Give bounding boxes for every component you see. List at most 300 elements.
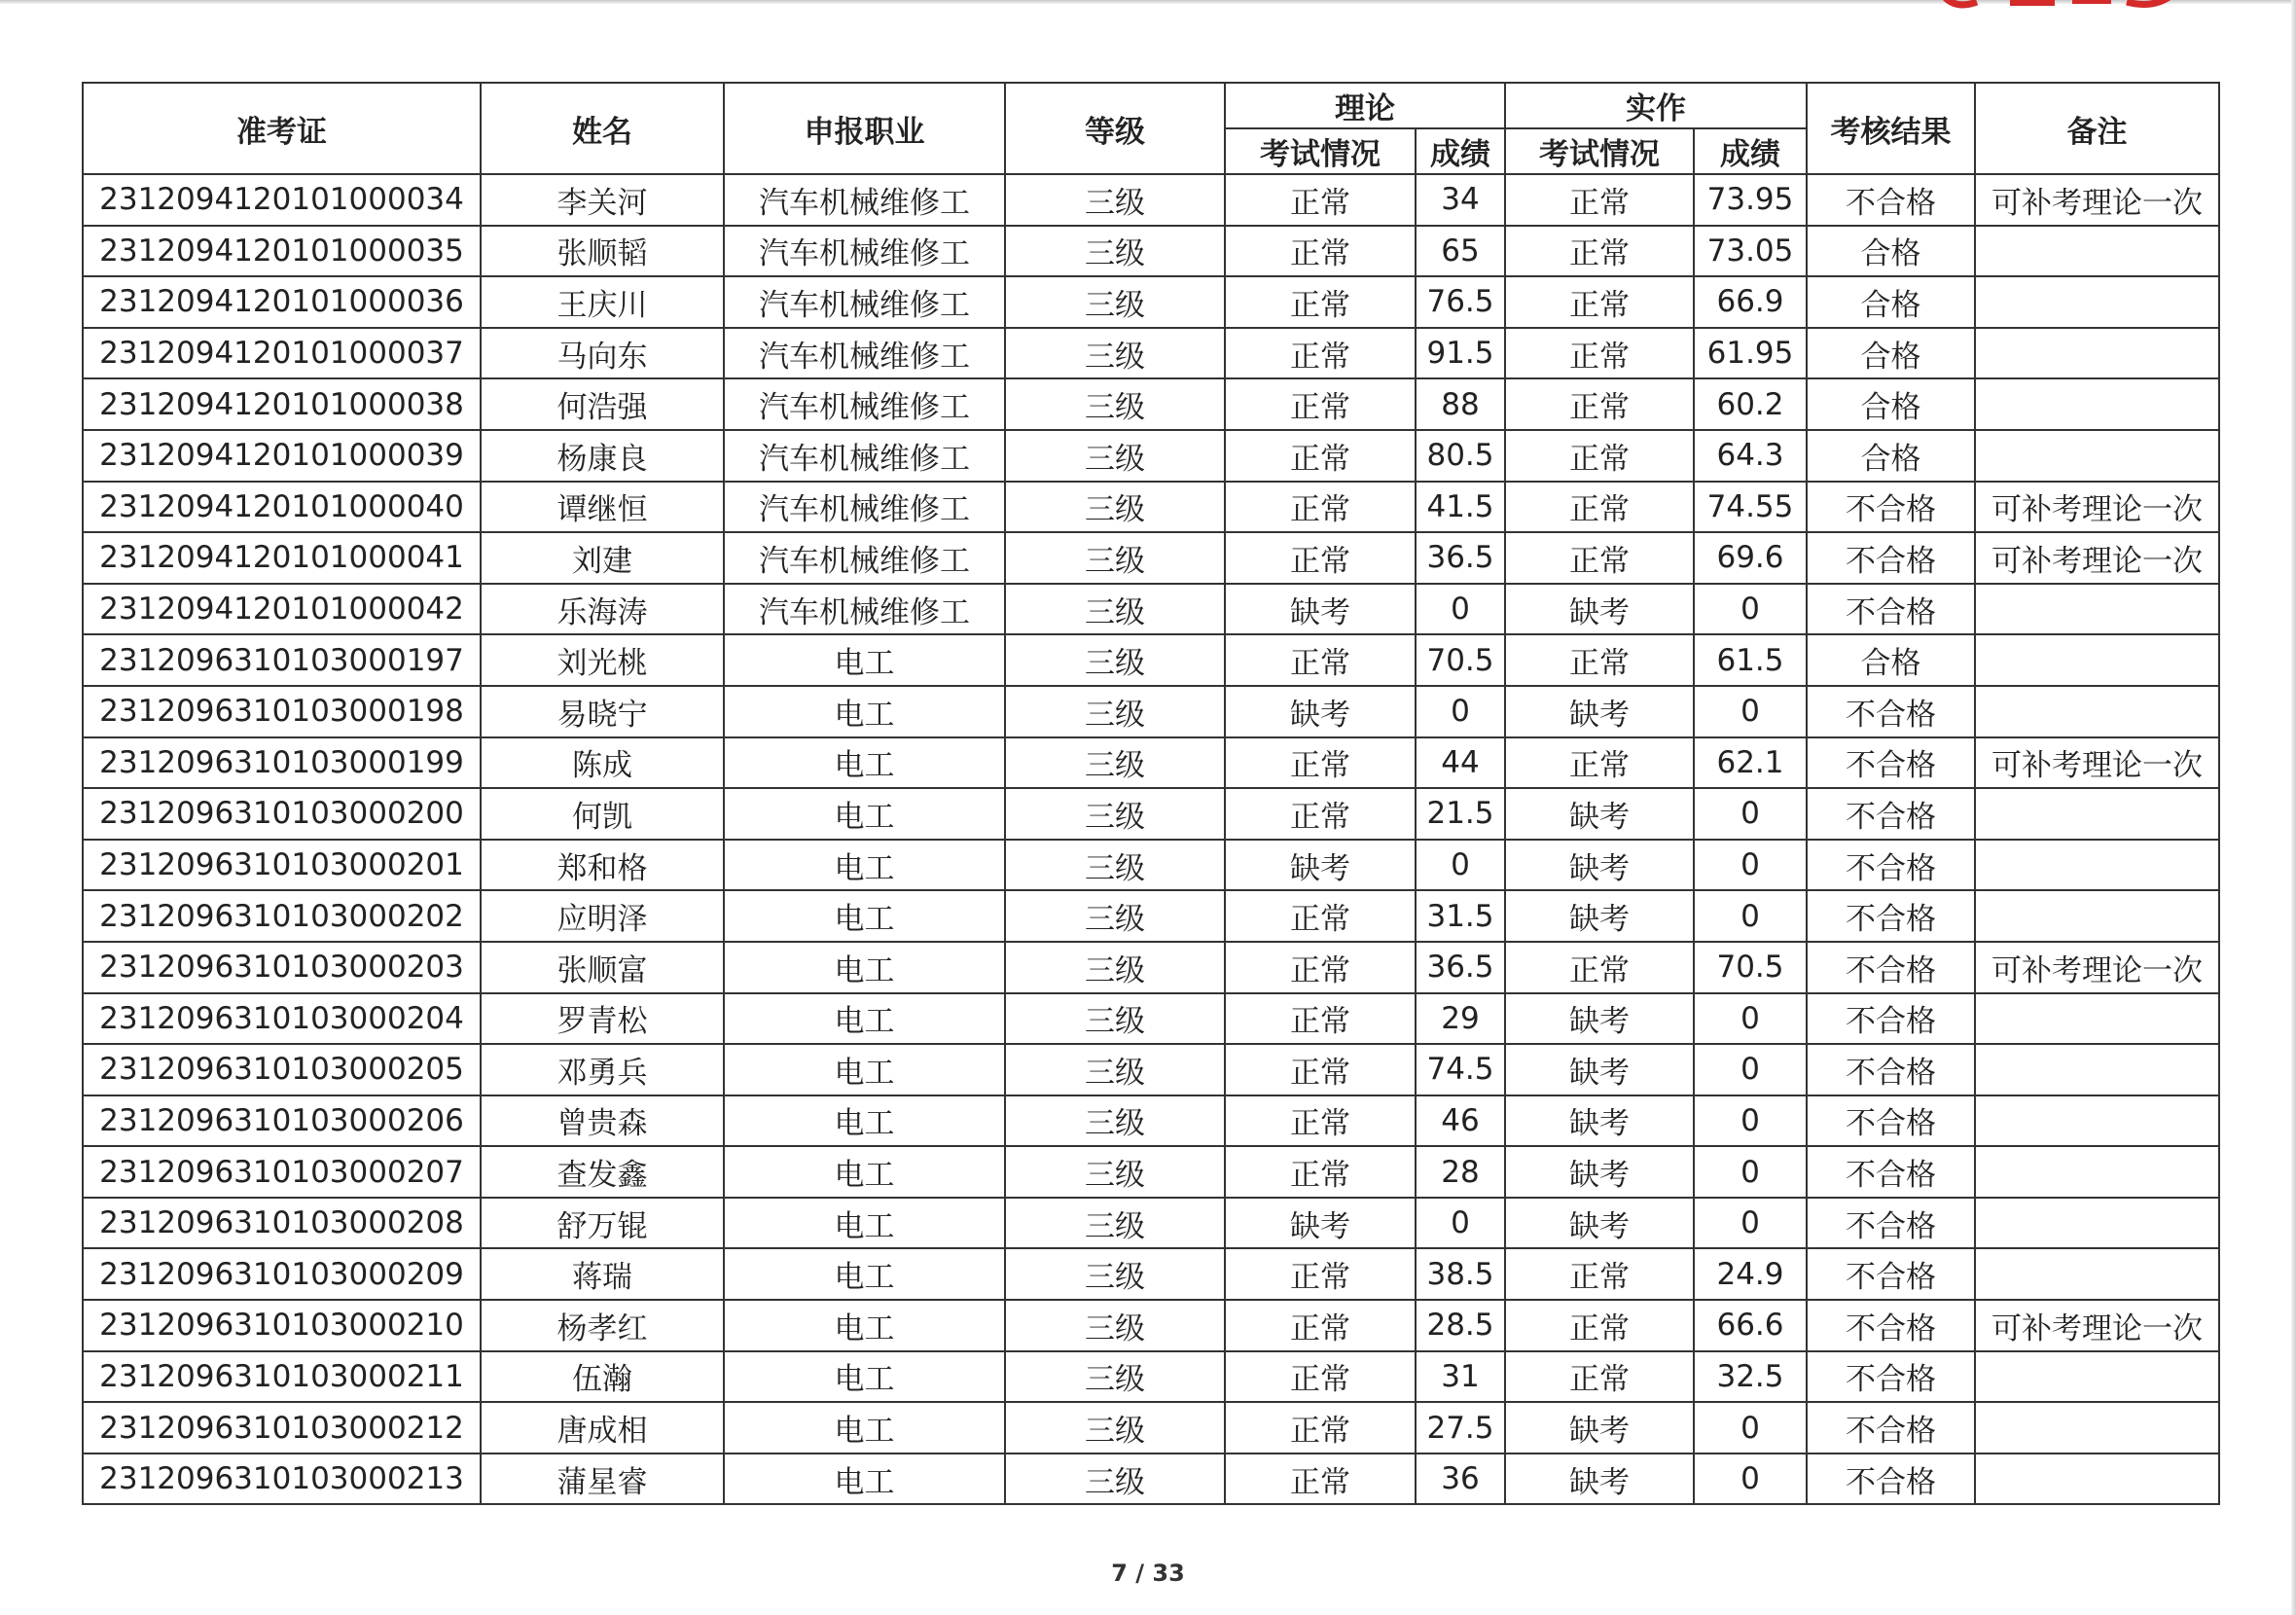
practical-status-cell: 正常 [1505,430,1694,482]
result-cell: 合格 [1807,430,1975,482]
practical-score-cell: 73.95 [1694,174,1807,226]
practical-score-cell: 66.9 [1694,276,1807,328]
practical-score-cell: 0 [1694,1198,1807,1249]
level-cell: 三级 [1005,942,1225,993]
ticket-cell: 2312096310103000208 [83,1198,481,1249]
occupation-cell: 汽车机械维修工 [724,328,1005,379]
level-cell: 三级 [1005,1146,1225,1198]
header-practical-status: 考试情况 [1505,128,1694,174]
table-row [83,942,2219,993]
result-cell: 不合格 [1807,890,1975,942]
remark-cell [1975,1351,2219,1403]
table-row [83,1146,2219,1198]
practical-score-cell: 32.5 [1694,1351,1807,1403]
table-row [83,1300,2219,1351]
table-row [83,1351,2219,1403]
ticket-cell: 2312096310103000201 [83,840,481,891]
level-cell: 三级 [1005,226,1225,277]
practical-score-cell: 0 [1694,788,1807,840]
name-cell: 蒲星睿 [481,1454,724,1505]
name-cell: 应明泽 [481,890,724,942]
level-cell: 三级 [1005,1095,1225,1147]
occupation-cell: 电工 [724,1402,1005,1454]
theory-status-cell: 正常 [1225,1454,1416,1505]
ticket-cell: 2312094120101000036 [83,276,481,328]
name-cell: 易晓宁 [481,686,724,737]
table-row [83,993,2219,1045]
level-cell: 三级 [1005,430,1225,482]
theory-score-cell: 29 [1416,993,1505,1045]
practical-score-cell: 0 [1694,686,1807,737]
remark-cell [1975,890,2219,942]
header-theory-status: 考试情况 [1225,128,1416,174]
practical-status-cell: 正常 [1505,1300,1694,1351]
result-cell: 不合格 [1807,840,1975,891]
theory-status-cell: 正常 [1225,634,1416,686]
practical-score-cell: 0 [1694,1402,1807,1454]
table-row [83,276,2219,328]
occupation-cell: 电工 [724,1095,1005,1147]
name-cell: 唐成相 [481,1402,724,1454]
level-cell: 三级 [1005,1300,1225,1351]
table-row [83,686,2219,737]
remark-cell [1975,1095,2219,1147]
practical-status-cell: 正常 [1505,174,1694,226]
practical-score-cell: 61.95 [1694,328,1807,379]
result-cell: 不合格 [1807,1351,1975,1403]
practical-score-cell: 0 [1694,1454,1807,1505]
table-row [83,430,2219,482]
theory-status-cell: 正常 [1225,1095,1416,1147]
result-cell: 不合格 [1807,686,1975,737]
name-cell: 杨康良 [481,430,724,482]
ticket-cell: 2312094120101000042 [83,584,481,635]
remark-cell: 可补考理论一次 [1975,1300,2219,1351]
theory-status-cell: 正常 [1225,1402,1416,1454]
header-level: 等级 [1005,83,1225,174]
result-cell: 不合格 [1807,942,1975,993]
ticket-cell: 2312096310103000209 [83,1248,481,1300]
ticket-cell: 2312094120101000035 [83,226,481,277]
name-cell: 乐海涛 [481,584,724,635]
result-cell: 不合格 [1807,788,1975,840]
table-row [83,1095,2219,1147]
level-cell: 三级 [1005,1351,1225,1403]
practical-status-cell: 正常 [1505,532,1694,584]
occupation-cell: 电工 [724,993,1005,1045]
practical-score-cell: 64.3 [1694,430,1807,482]
remark-cell: 可补考理论一次 [1975,532,2219,584]
ticket-cell: 2312096310103000197 [83,634,481,686]
header-remark: 备注 [1975,83,2219,174]
theory-score-cell: 31 [1416,1351,1505,1403]
remark-cell [1975,430,2219,482]
occupation-cell: 汽车机械维修工 [724,482,1005,533]
header-result: 考核结果 [1807,83,1975,174]
theory-score-cell: 0 [1416,1198,1505,1249]
result-cell: 合格 [1807,378,1975,430]
table-row [83,1198,2219,1249]
occupation-cell: 电工 [724,737,1005,789]
level-cell: 三级 [1005,890,1225,942]
remark-cell: 可补考理论一次 [1975,482,2219,533]
practical-score-cell: 70.5 [1694,942,1807,993]
theory-status-cell: 正常 [1225,788,1416,840]
result-cell: 合格 [1807,328,1975,379]
practical-status-cell: 缺考 [1505,890,1694,942]
practical-status-cell: 缺考 [1505,1095,1694,1147]
ticket-cell: 2312096310103000203 [83,942,481,993]
header-theory: 理论 [1225,83,1505,128]
remark-cell: 可补考理论一次 [1975,942,2219,993]
ticket-cell: 2312096310103000213 [83,1454,481,1505]
theory-status-cell: 正常 [1225,276,1416,328]
practical-status-cell: 缺考 [1505,1454,1694,1505]
red-seal-fragment [1926,0,2199,12]
practical-score-cell: 73.05 [1694,226,1807,277]
theory-score-cell: 36 [1416,1454,1505,1505]
name-cell: 罗青松 [481,993,724,1045]
theory-status-cell: 正常 [1225,532,1416,584]
remark-cell [1975,993,2219,1045]
level-cell: 三级 [1005,737,1225,789]
ticket-cell: 2312094120101000040 [83,482,481,533]
theory-status-cell: 正常 [1225,890,1416,942]
ticket-cell: 2312096310103000204 [83,993,481,1045]
theory-status-cell: 正常 [1225,1146,1416,1198]
theory-score-cell: 27.5 [1416,1402,1505,1454]
practical-score-cell: 0 [1694,1095,1807,1147]
level-cell: 三级 [1005,328,1225,379]
table-row [83,737,2219,789]
page-number: 7 / 33 [1111,1560,1185,1587]
occupation-cell: 电工 [724,840,1005,891]
header-occupation: 申报职业 [724,83,1005,174]
theory-status-cell: 缺考 [1225,1198,1416,1249]
scan-right-edge [2291,0,2296,1615]
practical-score-cell: 61.5 [1694,634,1807,686]
ticket-cell: 2312094120101000038 [83,378,481,430]
theory-score-cell: 21.5 [1416,788,1505,840]
result-cell: 不合格 [1807,1146,1975,1198]
result-cell: 合格 [1807,634,1975,686]
practical-status-cell: 正常 [1505,328,1694,379]
header-name: 姓名 [481,83,724,174]
remark-cell [1975,840,2219,891]
name-cell: 张顺韬 [481,226,724,277]
name-cell: 何凯 [481,788,724,840]
level-cell: 三级 [1005,1402,1225,1454]
theory-score-cell: 74.5 [1416,1044,1505,1095]
table-row [83,174,2219,226]
level-cell: 三级 [1005,1454,1225,1505]
theory-score-cell: 31.5 [1416,890,1505,942]
theory-score-cell: 28 [1416,1146,1505,1198]
result-cell: 不合格 [1807,1300,1975,1351]
practical-status-cell: 正常 [1505,276,1694,328]
name-cell: 马向东 [481,328,724,379]
level-cell: 三级 [1005,174,1225,226]
remark-cell [1975,328,2219,379]
occupation-cell: 汽车机械维修工 [724,430,1005,482]
theory-score-cell: 88 [1416,378,1505,430]
theory-score-cell: 0 [1416,584,1505,635]
theory-status-cell: 正常 [1225,737,1416,789]
table-row [83,788,2219,840]
remark-cell: 可补考理论一次 [1975,174,2219,226]
occupation-cell: 汽车机械维修工 [724,226,1005,277]
theory-score-cell: 28.5 [1416,1300,1505,1351]
table-row [83,1402,2219,1454]
theory-score-cell: 34 [1416,174,1505,226]
level-cell: 三级 [1005,532,1225,584]
ticket-cell: 2312096310103000211 [83,1351,481,1403]
theory-status-cell: 缺考 [1225,584,1416,635]
level-cell: 三级 [1005,584,1225,635]
theory-status-cell: 正常 [1225,174,1416,226]
practical-score-cell: 0 [1694,993,1807,1045]
practical-score-cell: 69.6 [1694,532,1807,584]
ticket-cell: 2312096310103000205 [83,1044,481,1095]
practical-status-cell: 缺考 [1505,1402,1694,1454]
result-cell: 不合格 [1807,532,1975,584]
practical-score-cell: 66.6 [1694,1300,1807,1351]
practical-status-cell: 缺考 [1505,1146,1694,1198]
theory-status-cell: 缺考 [1225,686,1416,737]
remark-cell [1975,226,2219,277]
result-cell: 不合格 [1807,1198,1975,1249]
practical-status-cell: 正常 [1505,1248,1694,1300]
theory-status-cell: 正常 [1225,226,1416,277]
ticket-cell: 2312096310103000199 [83,737,481,789]
table-row [83,328,2219,379]
occupation-cell: 汽车机械维修工 [724,276,1005,328]
practical-status-cell: 缺考 [1505,993,1694,1045]
table-row [83,226,2219,277]
result-cell: 合格 [1807,226,1975,277]
level-cell: 三级 [1005,686,1225,737]
ticket-cell: 2312096310103000212 [83,1402,481,1454]
name-cell: 张顺富 [481,942,724,993]
ticket-cell: 2312094120101000034 [83,174,481,226]
occupation-cell: 汽车机械维修工 [724,378,1005,430]
occupation-cell: 电工 [724,1300,1005,1351]
header-practical: 实作 [1505,83,1807,128]
occupation-cell: 电工 [724,1351,1005,1403]
occupation-cell: 电工 [724,942,1005,993]
level-cell: 三级 [1005,1044,1225,1095]
name-cell: 伍瀚 [481,1351,724,1403]
ticket-cell: 2312096310103000198 [83,686,481,737]
theory-score-cell: 91.5 [1416,328,1505,379]
practical-status-cell: 缺考 [1505,584,1694,635]
table-body [83,174,2219,1504]
occupation-cell: 电工 [724,1146,1005,1198]
theory-score-cell: 76.5 [1416,276,1505,328]
theory-score-cell: 0 [1416,686,1505,737]
result-cell: 不合格 [1807,174,1975,226]
remark-cell [1975,634,2219,686]
name-cell: 郑和格 [481,840,724,891]
theory-status-cell: 正常 [1225,1351,1416,1403]
practical-status-cell: 缺考 [1505,1198,1694,1249]
theory-score-cell: 36.5 [1416,942,1505,993]
theory-status-cell: 正常 [1225,328,1416,379]
result-cell: 合格 [1807,276,1975,328]
practical-status-cell: 正常 [1505,482,1694,533]
result-cell: 不合格 [1807,482,1975,533]
practical-score-cell: 60.2 [1694,378,1807,430]
level-cell: 三级 [1005,378,1225,430]
practical-status-cell: 缺考 [1505,788,1694,840]
theory-score-cell: 65 [1416,226,1505,277]
level-cell: 三级 [1005,1198,1225,1249]
table-row [83,482,2219,533]
occupation-cell: 电工 [724,1198,1005,1249]
theory-score-cell: 46 [1416,1095,1505,1147]
table-row [83,634,2219,686]
result-cell: 不合格 [1807,993,1975,1045]
theory-score-cell: 80.5 [1416,430,1505,482]
occupation-cell: 电工 [724,1248,1005,1300]
practical-score-cell: 62.1 [1694,737,1807,789]
theory-score-cell: 70.5 [1416,634,1505,686]
name-cell: 查发鑫 [481,1146,724,1198]
name-cell: 曾贵森 [481,1095,724,1147]
ticket-cell: 2312096310103000210 [83,1300,481,1351]
remark-cell [1975,584,2219,635]
remark-cell [1975,1402,2219,1454]
level-cell: 三级 [1005,840,1225,891]
remark-cell [1975,686,2219,737]
practical-status-cell: 正常 [1505,378,1694,430]
result-cell: 不合格 [1807,737,1975,789]
remark-cell [1975,1198,2219,1249]
theory-score-cell: 38.5 [1416,1248,1505,1300]
result-cell: 不合格 [1807,1095,1975,1147]
occupation-cell: 电工 [724,788,1005,840]
table-row [83,1454,2219,1505]
ticket-cell: 2312096310103000202 [83,890,481,942]
name-cell: 李关河 [481,174,724,226]
remark-cell [1975,276,2219,328]
result-cell: 不合格 [1807,1402,1975,1454]
table-row [83,584,2219,635]
theory-status-cell: 正常 [1225,482,1416,533]
practical-score-cell: 0 [1694,584,1807,635]
theory-status-cell: 正常 [1225,942,1416,993]
level-cell: 三级 [1005,276,1225,328]
name-cell: 邓勇兵 [481,1044,724,1095]
theory-score-cell: 0 [1416,840,1505,891]
result-cell: 不合格 [1807,1454,1975,1505]
occupation-cell: 电工 [724,634,1005,686]
theory-score-cell: 41.5 [1416,482,1505,533]
level-cell: 三级 [1005,482,1225,533]
practical-score-cell: 0 [1694,1044,1807,1095]
ticket-cell: 2312096310103000207 [83,1146,481,1198]
remark-cell [1975,378,2219,430]
practical-status-cell: 缺考 [1505,840,1694,891]
name-cell: 何浩强 [481,378,724,430]
result-cell: 不合格 [1807,1044,1975,1095]
practical-score-cell: 0 [1694,1146,1807,1198]
level-cell: 三级 [1005,788,1225,840]
name-cell: 刘光桃 [481,634,724,686]
practical-status-cell: 正常 [1505,226,1694,277]
ticket-cell: 2312096310103000200 [83,788,481,840]
practical-score-cell: 0 [1694,840,1807,891]
remark-cell [1975,1044,2219,1095]
occupation-cell: 电工 [724,1454,1005,1505]
header-ticket: 准考证 [83,83,481,174]
result-cell: 不合格 [1807,584,1975,635]
name-cell: 刘建 [481,532,724,584]
practical-status-cell: 缺考 [1505,686,1694,737]
practical-score-cell: 74.55 [1694,482,1807,533]
remark-cell [1975,1146,2219,1198]
level-cell: 三级 [1005,1248,1225,1300]
header-theory-score: 成绩 [1416,128,1505,174]
table-row [83,532,2219,584]
occupation-cell: 电工 [724,890,1005,942]
ticket-cell: 2312096310103000206 [83,1095,481,1147]
level-cell: 三级 [1005,634,1225,686]
occupation-cell: 汽车机械维修工 [724,174,1005,226]
table-row [83,1044,2219,1095]
ticket-cell: 2312094120101000037 [83,328,481,379]
ticket-cell: 2312094120101000041 [83,532,481,584]
theory-status-cell: 正常 [1225,1300,1416,1351]
remark-cell [1975,1248,2219,1300]
name-cell: 谭继恒 [481,482,724,533]
table-row [83,890,2219,942]
name-cell: 舒万锟 [481,1198,724,1249]
theory-score-cell: 44 [1416,737,1505,789]
table-row [83,1248,2219,1300]
name-cell: 王庆川 [481,276,724,328]
practical-status-cell: 正常 [1505,1351,1694,1403]
occupation-cell: 汽车机械维修工 [724,532,1005,584]
theory-status-cell: 正常 [1225,993,1416,1045]
theory-status-cell: 正常 [1225,1248,1416,1300]
theory-status-cell: 正常 [1225,378,1416,430]
level-cell: 三级 [1005,993,1225,1045]
theory-status-cell: 缺考 [1225,840,1416,891]
theory-status-cell: 正常 [1225,1044,1416,1095]
name-cell: 陈成 [481,737,724,789]
results-table [82,82,2220,1505]
remark-cell [1975,1454,2219,1505]
result-cell: 不合格 [1807,1248,1975,1300]
practical-status-cell: 正常 [1505,634,1694,686]
occupation-cell: 电工 [724,686,1005,737]
table-row [83,378,2219,430]
practical-score-cell: 0 [1694,890,1807,942]
name-cell: 杨孝红 [481,1300,724,1351]
practical-status-cell: 正常 [1505,737,1694,789]
occupation-cell: 电工 [724,1044,1005,1095]
practical-status-cell: 缺考 [1505,1044,1694,1095]
occupation-cell: 汽车机械维修工 [724,584,1005,635]
remark-cell [1975,788,2219,840]
name-cell: 蒋瑞 [481,1248,724,1300]
remark-cell: 可补考理论一次 [1975,737,2219,789]
practical-status-cell: 正常 [1505,942,1694,993]
theory-status-cell: 正常 [1225,430,1416,482]
table-row [83,840,2219,891]
theory-score-cell: 36.5 [1416,532,1505,584]
